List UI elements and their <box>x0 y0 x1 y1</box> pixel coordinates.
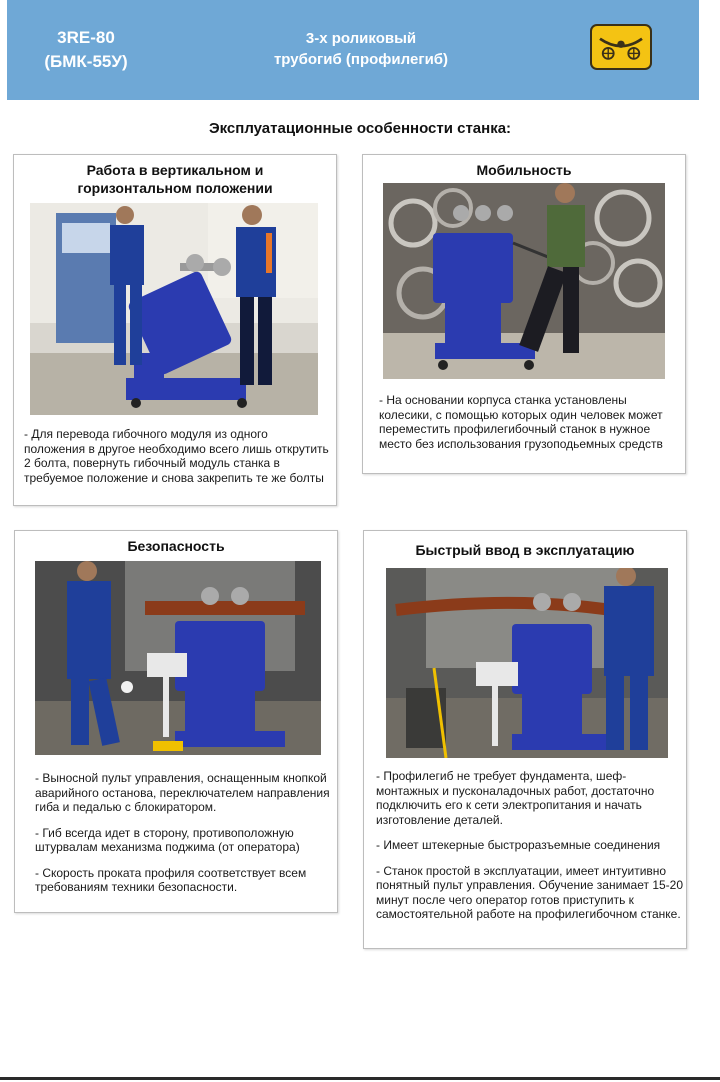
card-safety <box>14 530 338 913</box>
card-safety-paragraph-3: - Скорость проката профиля соответствует всем требованиям техники безопасности. <box>35 865 307 894</box>
card-safety-title: Безопасность <box>127 538 225 554</box>
model-name <box>21 26 151 74</box>
card-quickstart-text <box>376 769 686 933</box>
card-orientation-title-line-1: Работа в вертикальном и <box>86 162 264 178</box>
card-orientation-title <box>14 161 336 197</box>
section-title: Эксплуатационные особенности станка: <box>208 120 512 137</box>
subtitle-line-2: трубогиб (профилегиб) <box>273 51 449 68</box>
photo-quickstart <box>386 568 668 758</box>
card-mobility <box>362 154 686 474</box>
photo-orientation <box>30 203 318 415</box>
card-mobility-text: - На основании корпуса станка установлены колесики, с помощью которых один человек может переместить профилегибочный станок в нужное место без использования грузоподьемных средств <box>379 393 663 451</box>
subtitle-line-1: 3-х роликовый <box>305 30 417 47</box>
header-banner <box>7 0 699 100</box>
card-orientation-title-line-2: горизонтальном положении <box>77 180 273 196</box>
card-quickstart <box>363 530 687 949</box>
card-quickstart-title: Быстрый ввод в эксплуатацию <box>415 542 635 558</box>
card-quickstart-paragraph-2: - Имеет штекерные быстроразъемные соединения <box>376 838 661 852</box>
model-alt-code: (БМК-55У) <box>44 52 128 71</box>
photo-mobility <box>383 183 665 379</box>
card-orientation <box>13 154 337 506</box>
product-subtitle <box>221 28 501 70</box>
photo-safety <box>35 561 321 755</box>
card-safety-paragraph-2: - Гиб всегда идет в сторону, противоположную штурвалам механизма поджима (от оператора) <box>35 825 300 854</box>
roller-bender-logo-icon <box>590 24 652 70</box>
card-quickstart-paragraph-1: - Профилегиб не требует фундамента, шеф-монтажных и пусконаладочных работ, достаточно подключить его к сети электропитания и начать изготовление деталей. <box>376 769 655 827</box>
card-orientation-text: - Для перевода гибочного модуля из одного положения в другое необходимо всего лишь открутить 2 болта, повернуть гибочный модуль станка в требуемое положение и снова закрепить те же болты <box>24 427 329 485</box>
card-safety-paragraph-1: - Выносной пульт управления, оснащенным кнопкой аварийного останова, переключателем направления гиба и педалью с блокиратором. <box>35 771 330 814</box>
card-safety-text <box>35 771 331 906</box>
card-mobility-title: Мобильность <box>476 162 572 178</box>
bottom-rule <box>0 1077 720 1080</box>
model-code: 3RE-80 <box>57 28 115 47</box>
card-quickstart-paragraph-3: - Станок простой в эксплуатации, имеет интуитивно понятный пульт управления. Обучение занимает 15-20 минут после чего оператор готов приступить к самостоятельной работе на профилегибочном станке. <box>376 863 684 921</box>
